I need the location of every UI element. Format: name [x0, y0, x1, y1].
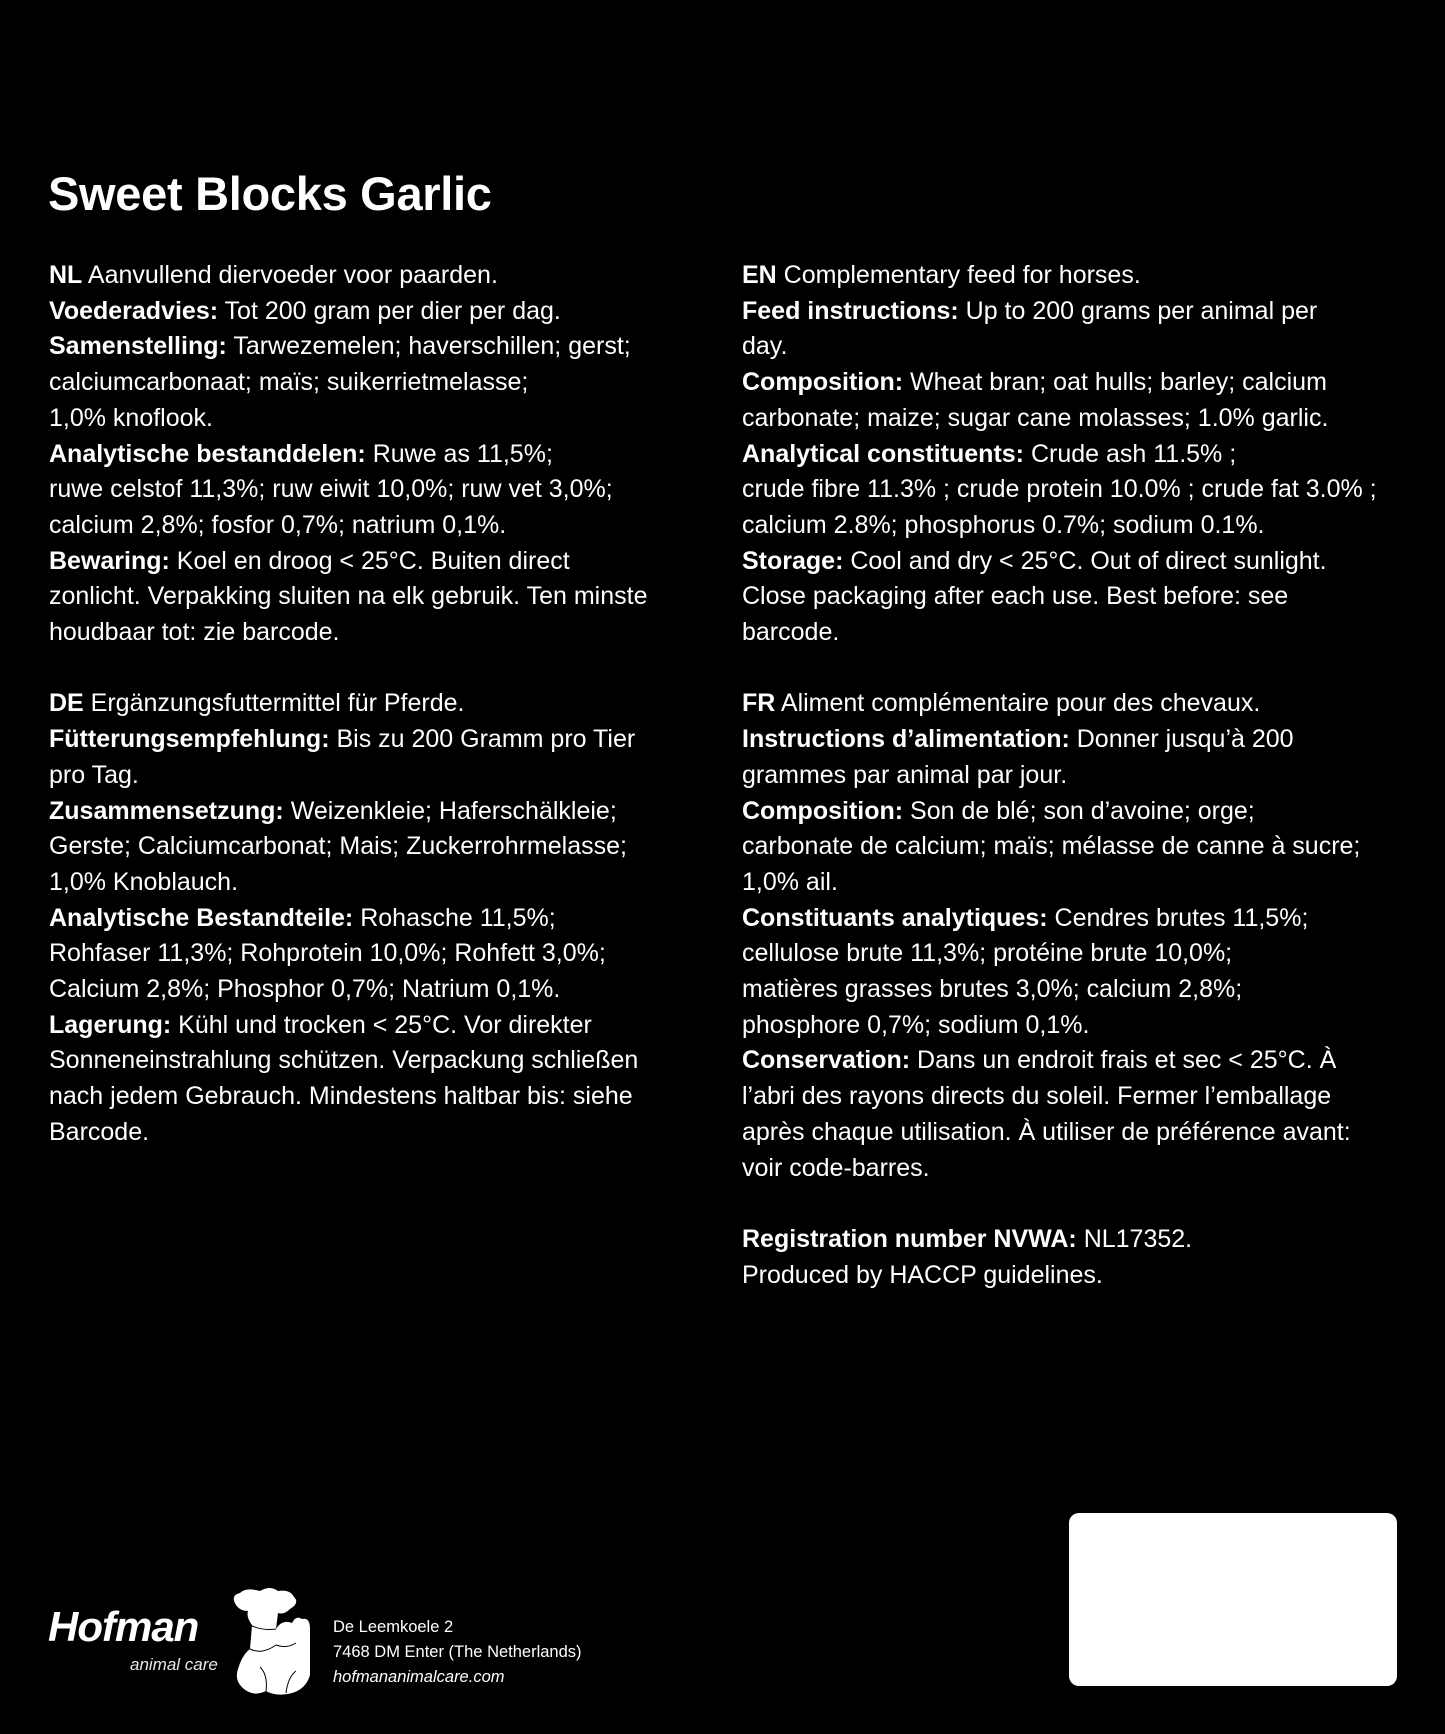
hofman-logo	[48, 1585, 328, 1695]
text-line	[742, 686, 1422, 722]
text-line	[49, 401, 709, 437]
field-value: carbonate; maize; sugar cane molasses; 1.0% garlic.	[742, 403, 1329, 432]
field-value: Cool and dry < 25°C. Out of direct sunlight.	[843, 546, 1327, 575]
field-value: Donner jusqu’à 200	[1069, 725, 1294, 754]
product-title: Sweet Blocks Garlic	[48, 167, 492, 220]
text-line	[742, 615, 1422, 651]
field-value: Sonneneinstrahlung schützen. Verpackung schließen	[49, 1046, 639, 1075]
field-label: Fütterungsempfehlung:	[49, 725, 330, 754]
section-de	[49, 686, 709, 1150]
field-value: calcium 2,8%; fosfor 0,7%; natrium 0,1%.	[49, 510, 507, 539]
field-value: Dans un endroit frais et sec < 25°C. À	[910, 1046, 1337, 1075]
text-line	[742, 1043, 1422, 1079]
text-line	[49, 508, 709, 544]
text-line	[49, 1115, 709, 1151]
field-value: Up to 200 grams per animal per	[958, 296, 1318, 325]
text-line	[49, 294, 709, 330]
text-line	[742, 1222, 1422, 1258]
text-line	[49, 1043, 709, 1079]
text-line	[742, 544, 1422, 580]
field-value: 1,0% knoflook.	[49, 403, 213, 432]
field-value: Bis zu 200 Gramm pro Tier	[329, 725, 636, 754]
company-address	[333, 1615, 582, 1690]
brand-name: Hofman	[48, 1603, 199, 1650]
text-line	[742, 579, 1422, 615]
field-label: Conservation:	[742, 1046, 911, 1075]
section-registration	[742, 1222, 1422, 1293]
field-value: NL17352.	[1076, 1224, 1193, 1253]
field-label: DE	[49, 689, 84, 718]
text-line	[742, 865, 1422, 901]
field-label: FR	[742, 689, 776, 718]
field-value: crude fibre 11.3% ; crude protein 10.0% ; crude fat 3.0% ;	[742, 475, 1377, 504]
text-line	[49, 972, 709, 1008]
field-label: Constituants analytiques:	[742, 903, 1048, 932]
address-street: De Leemkoele 2	[333, 1618, 454, 1636]
field-value: pro Tag.	[49, 760, 139, 789]
text-line	[49, 365, 709, 401]
farm-animals-icon	[226, 1585, 318, 1697]
text-line	[49, 258, 709, 294]
website-link[interactable]: hofmananimalcare.com	[333, 1668, 505, 1686]
field-value: Aanvullend diervoeder voor paarden.	[82, 261, 498, 289]
text-line	[742, 401, 1422, 437]
text-line	[742, 1258, 1422, 1294]
text-line	[742, 329, 1422, 365]
field-value: day.	[742, 332, 788, 361]
field-label: Feed instructions:	[742, 296, 959, 325]
text-line	[49, 722, 709, 758]
field-label: Bewaring:	[49, 546, 170, 575]
section-nl	[49, 258, 709, 651]
field-value: Cendres brutes 11,5%;	[1047, 903, 1309, 932]
field-label: Samenstelling:	[49, 332, 227, 361]
text-line	[742, 901, 1422, 937]
field-value: calciumcarbonaat; maïs; suikerrietmelasse;	[49, 368, 529, 397]
field-value: nach jedem Gebrauch. Mindestens haltbar bis: siehe	[49, 1082, 633, 1111]
text-line	[49, 1079, 709, 1115]
field-value: calcium 2.8%; phosphorus 0.7%; sodium 0.1%.	[742, 510, 1265, 539]
field-value: barcode.	[742, 618, 840, 647]
field-value: Aliment complémentaire pour des chevaux.	[775, 689, 1261, 718]
field-value: Calcium 2,8%; Phosphor 0,7%; Natrium 0,1%.	[49, 975, 561, 1004]
text-line	[49, 901, 709, 937]
field-label: Voederadvies:	[49, 296, 219, 325]
text-line	[742, 437, 1422, 473]
text-line	[742, 1151, 1422, 1187]
text-line	[49, 544, 709, 580]
field-value: carbonate de calcium; maïs; mélasse de canne à sucre;	[742, 832, 1361, 861]
field-value: Ergänzungsfuttermittel für Pferde.	[83, 689, 465, 718]
field-value: Close packaging after each use. Best before: see	[742, 582, 1289, 611]
text-line	[49, 686, 709, 722]
text-line	[49, 758, 709, 794]
field-value: phosphore 0,7%; sodium 0,1%.	[742, 1010, 1090, 1039]
section-en	[742, 258, 1422, 651]
text-line	[49, 794, 709, 830]
text-line	[742, 1008, 1422, 1044]
brand-tagline: animal care	[130, 1655, 218, 1674]
text-line	[742, 1079, 1422, 1115]
field-value: matières grasses brutes 3,0%; calcium 2,8%;	[742, 975, 1243, 1004]
text-line	[49, 472, 709, 508]
section-fr	[742, 686, 1422, 1186]
text-line	[49, 329, 709, 365]
field-label: Storage:	[742, 546, 844, 575]
field-value: Kühl und trocken < 25°C. Vor direkter	[171, 1010, 592, 1039]
field-value: 1,0% ail.	[742, 867, 838, 896]
field-value: après chaque utilisation. À utiliser de préférence avant:	[742, 1117, 1351, 1146]
field-value: Wheat bran; oat hulls; barley; calcium	[903, 368, 1327, 397]
field-label: Composition:	[742, 796, 904, 825]
text-line	[742, 758, 1422, 794]
field-label: EN	[742, 261, 777, 289]
left-column	[49, 258, 709, 1186]
field-value: l’abri des rayons directs du soleil. Fermer l’emballage	[742, 1082, 1332, 1111]
text-line	[742, 829, 1422, 865]
field-label: Instructions d’alimentation:	[742, 725, 1070, 754]
address-city: 7468 DM Enter (The Netherlands)	[333, 1643, 582, 1661]
field-label: Zusammensetzung:	[49, 796, 284, 825]
field-value: Crude ash 11.5% ;	[1024, 439, 1237, 468]
field-value: Produced by HACCP guidelines.	[742, 1260, 1103, 1289]
text-line	[49, 829, 709, 865]
field-value: Tot 200 gram per dier per dag.	[218, 296, 561, 325]
text-line	[742, 972, 1422, 1008]
field-value: Rohasche 11,5%;	[353, 903, 556, 932]
text-line	[742, 722, 1422, 758]
field-value: Son de blé; son d’avoine; orge;	[903, 796, 1255, 825]
field-value: voir code-barres.	[742, 1153, 930, 1182]
field-value: Gerste; Calciumcarbonat; Mais; Zuckerrohrmelasse;	[49, 832, 627, 861]
field-label: Analytische Bestandteile:	[49, 903, 354, 932]
field-value: zonlicht. Verpakking sluiten na elk gebruik. Ten minste	[49, 582, 648, 611]
field-value: Complementary feed for horses.	[776, 261, 1141, 289]
text-line	[742, 472, 1422, 508]
text-line	[742, 794, 1422, 830]
field-label: NL	[49, 261, 83, 289]
text-line	[742, 365, 1422, 401]
field-value: Barcode.	[49, 1117, 150, 1146]
text-line	[49, 1008, 709, 1044]
text-line	[49, 936, 709, 972]
text-line	[742, 936, 1422, 972]
field-value: Tarwezemelen; haverschillen; gerst;	[226, 332, 631, 361]
field-value: Weizenkleie; Haferschälkleie;	[283, 796, 617, 825]
field-label: Registration number NVWA:	[742, 1224, 1077, 1253]
text-line	[49, 579, 709, 615]
field-value: Rohfaser 11,3%; Rohprotein 10,0%; Rohfett 3,0%;	[49, 939, 606, 968]
text-line	[49, 865, 709, 901]
field-label: Analytical constituents:	[742, 439, 1024, 468]
field-label: Analytische bestanddelen:	[49, 439, 366, 468]
field-value: Koel en droog < 25°C. Buiten direct	[169, 546, 570, 575]
field-label: Composition:	[742, 368, 904, 397]
field-value: houdbaar tot: zie barcode.	[49, 618, 340, 647]
field-value: ruwe celstof 11,3%; ruw eiwit 10,0%; ruw vet 3,0%;	[49, 475, 613, 504]
barcode-placeholder	[1069, 1513, 1397, 1686]
field-label: Lagerung:	[49, 1010, 172, 1039]
field-value: cellulose brute 11,3%; protéine brute 10,0%;	[742, 939, 1233, 968]
field-value: grammes par animal par jour.	[742, 760, 1068, 789]
field-value: Ruwe as 11,5%;	[365, 439, 553, 468]
text-line	[742, 294, 1422, 330]
text-line	[742, 258, 1422, 294]
field-value: 1,0% Knoblauch.	[49, 867, 239, 896]
text-line	[742, 1115, 1422, 1151]
text-line	[49, 437, 709, 473]
text-line	[49, 615, 709, 651]
right-column	[742, 258, 1422, 1329]
text-line	[742, 508, 1422, 544]
